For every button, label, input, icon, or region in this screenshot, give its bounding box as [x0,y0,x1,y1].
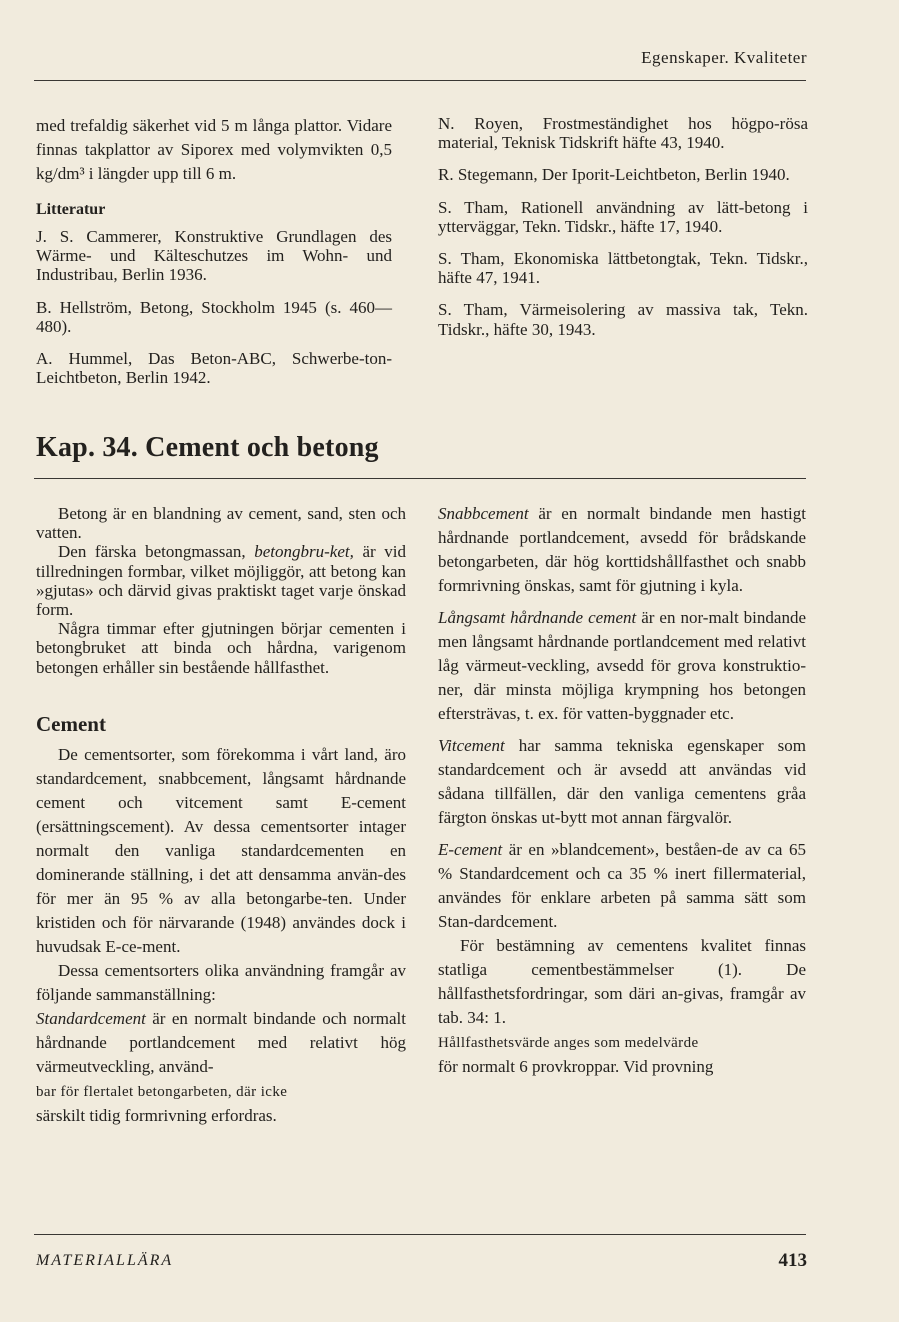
term-standardcement: Standardcement [36,1008,146,1028]
paragraph-text: särskilt tidig formrivning erfordras. [36,1105,277,1125]
reference-item: S. Tham, Rationell användning av lätt-betong i ytterväggar, Tekn. Tidskr., häfte 17, 1940. [438,197,808,236]
paragraph-text: för normalt 6 provkroppar. Vid provning [438,1057,714,1076]
reference-item: R. Stegemann, Der Iporit-Leichtbeton, Berlin 1940. [438,165,790,185]
paragraph-text: bar för flertalet betongarbeten, där icke [36,1083,288,1100]
header-rule [34,80,806,81]
paragraph: Några timmar efter gjutningen börjar cementen i betongbruket att binda och hårdna, varigenom betongen erhåller sin bestående hållfasthet. [36,619,406,677]
paragraph-text: är en normalt bindande och normalt hårdnande portlandcement med relativt hög värmeutveckling, använd- [36,1008,406,1076]
reference-item: N. Royen, Frostmeständighet hos högpo-rösa material, Teknisk Tidskrift häfte 43, 1940. [438,114,808,153]
paragraph-text: För bestämning av cementens kvalitet finnas statliga cementbestämmelser (1). De hållfasthetsfordringar, som däri an-givas, framgår av tab. 34: 1. [438,936,806,1027]
literature-heading: Litteratur [36,201,106,218]
term-snabbcement: Snabbcement [438,504,529,523]
reference-item: B. Hellström, Betong, Stockholm 1945 (s. 460—480). [36,297,392,336]
paragraph-text: Hållfasthetsvärde anges som medelvärde [438,1035,699,1051]
page-number: 413 [778,1250,807,1271]
reference-item: S. Tham, Ekonomiska lättbetongtak, Tekn. Tidskr., häfte 47, 1941. [438,249,808,288]
term-langsamt-hardnande: Långsamt hårdnande cement [438,608,637,627]
term-vitcement: Vitcement [438,736,505,755]
right-column [438,502,806,1079]
reference-item: A. Hummel, Das Beton-ABC, Schwerbe-ton-Leichtbeton, Berlin 1942. [36,349,392,388]
term-betongbruket: betongbru-ket, [254,542,354,562]
paragraph [438,502,806,598]
paragraph-text: är vid tillredningen formbar, vilket möjliggör, att betong kan »gjutas» och därvid givas praktiskt taget varje önskad form. [36,542,406,620]
paragraph-text: är en nor-malt bindande men långsamt hårdnande portlandcement med relativt låg värmeut-veckling, avsedd för grova konstruktio-ner, där minsta möjliga krympning hos betongen eftersträvas, t. ex. för vatten-byggnader etc. [438,608,806,723]
paragraph: Betong är en blandning av cement, sand, sten och vatten. [36,504,406,543]
paragraph [36,1007,406,1128]
chapter-title: Kap. 34. Cement och betong [36,432,379,463]
paragraph [438,606,806,726]
running-header: Egenskaper. Kvaliteter [641,48,807,67]
paragraph: De cementsorter, som förekomma i vårt land, äro standardcement, snabbcement, långsamt hårdnande cement och vitcement samt E-cement (ersättningscement). Av dessa cementsorter intager normalt den vanliga standardcementen en dominerande ställning, i det att densamma använ-des för mer än 95 % av alla betongarbe-ten. Under kristiden och för närvarande (1948) användes dock i huvudsak E-ce-ment. [36,744,406,956]
reference-item: J. S. Cammerer, Konstruktive Grundlagen des Wärme- und Kälteschutzes im Wohn- und Industribau, Berlin 1936. [36,227,392,285]
paragraph [36,542,406,619]
chapter-rule [34,478,806,479]
paragraph-text: är en »blandcement», beståen-de av ca 65 % Standardcement och ca 35 % inert fillermaterial, användes för enklare arbeten på samma sätt som Stan-dardcement. [438,840,806,931]
top-right-column [438,114,808,352]
paragraph-text: Den färska betongmassan, [58,542,255,562]
paragraph-text: har samma tekniska egenskaper som standardcement och är avsedd att användas vid sådana tillfällen, där den vanliga cementens gråa färgton önskas ut-bytt mot annan färgvalör. [438,736,806,827]
reference-item: S. Tham, Värmeisolering av massiva tak, Tekn. Tidskr., häfte 30, 1943. [438,300,808,339]
term-e-cement: E-cement [438,840,503,859]
section-heading: Cement [36,711,106,736]
top-left-column [36,114,392,400]
paragraph [438,934,806,1079]
footer-rule [34,1234,806,1235]
paragraph [438,734,806,830]
paragraph-text: är en normalt bindande men hastigt hårdnande portlandcement, avsedd för brådskande betongarbeten, där hög korttidshållfasthet och snabb formrivning önskas, samt för gjutning i kyla. [438,504,806,595]
intro-paragraph: med trefaldig säkerhet vid 5 m långa plattor. Vidare finnas takplattor av Siporex med volymvikten 0,5 kg/dm³ i längder upp till 6 m. [36,116,392,183]
paragraph: Dessa cementsorters olika användning framgår av följande sammanställning: [36,960,406,1004]
book-title: MATERIALLÄRA [36,1252,174,1269]
left-column [36,504,406,1128]
paragraph [438,838,806,934]
